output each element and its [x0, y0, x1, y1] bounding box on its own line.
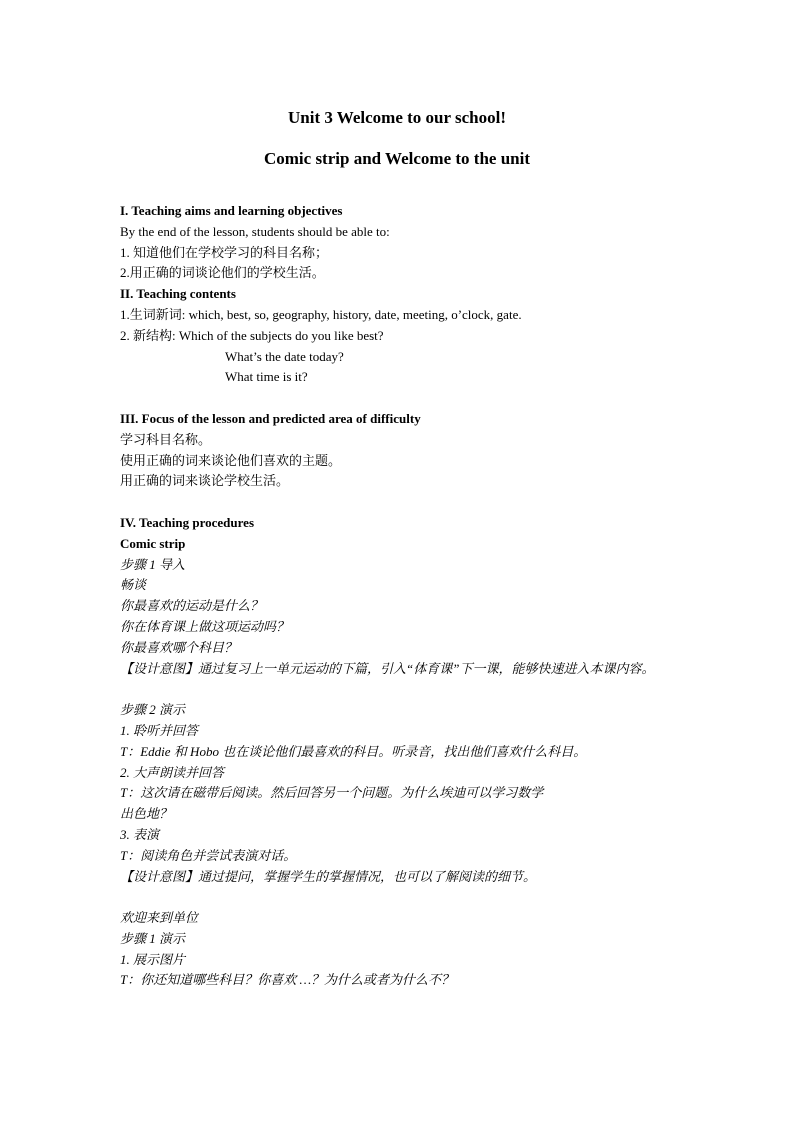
- spacer: [120, 388, 690, 409]
- aims-intro: By the end of the lesson, students should be able to:: [120, 223, 390, 239]
- design-intent-note: 【设计意图】通过复习上一单元运动的下篇，引入“体育课”下一课，能够快速进入本课内容。: [120, 660, 655, 676]
- spacer: [120, 887, 690, 908]
- section-heading-aims: I. Teaching aims and learning objectives: [120, 203, 343, 218]
- aims-item: 2.用正确的词谈论他们的学校生活。: [120, 265, 325, 281]
- procedure-line: 你在体育课上做这项运动吗？: [120, 618, 290, 634]
- section-heading-contents: II. Teaching contents: [120, 286, 236, 302]
- procedure-line: 你最喜欢的运动是什么？: [120, 598, 264, 614]
- procedure-line: T：你还知道哪些科目？你喜欢 …？为什么或者为什么不？: [120, 972, 455, 988]
- contents-vocab: 1.生词新词: which, best, so, geography, history, date, meeting, o’clock, gate.: [120, 306, 522, 322]
- procedure-line: 2. 大声朗读并回答: [120, 764, 225, 780]
- document-title: Unit 3 Welcome to our school!: [288, 108, 506, 127]
- procedure-line: T：阅读角色并尝试表演对话。: [120, 847, 297, 863]
- procedure-line: 步骤 2 演示: [120, 702, 186, 718]
- aims-item: 1. 知道他们在学校学习的科目名称；: [120, 244, 329, 260]
- procedure-line: 出色地？: [120, 806, 173, 822]
- procedure-line: T：这次请在磁带后阅读。然后回答另一个问题。为什么埃迪可以学习数学: [120, 785, 544, 801]
- focus-item: 使用正确的词来谈论他们喜欢的主题。: [120, 452, 342, 468]
- procedure-line: 步骤 1 导入: [120, 556, 186, 572]
- procedure-line: 畅谈: [120, 577, 147, 593]
- procedure-line: T：Eddie 和 Hobo 也在谈论他们最喜欢的科目。听录音，找出他们喜欢什么科目。: [120, 743, 587, 759]
- design-intent-note: 【设计意图】通过提问，掌握学生的掌握情况，也可以了解阅读的细节。: [120, 868, 537, 884]
- spacer: [120, 492, 690, 513]
- procedure-line: 1. 展示图片: [120, 951, 186, 967]
- procedure-line: 1. 聆听并回答: [120, 722, 199, 738]
- spacer: [120, 679, 690, 700]
- section-heading-procedures: IV. Teaching procedures: [120, 514, 255, 530]
- procedure-line: 你最喜欢哪个科目？: [120, 639, 238, 655]
- procedure-line: 步骤 1 演示: [120, 930, 186, 946]
- subheading-comic-strip: Comic strip: [120, 535, 186, 551]
- contents-structure-sub: What time is it?: [225, 369, 308, 385]
- focus-item: 学习科目名称。: [120, 431, 212, 447]
- contents-structure-sub: What’s the date today?: [225, 348, 344, 364]
- section-heading-focus: III. Focus of the lesson and predicted area of difficulty: [120, 410, 421, 426]
- focus-item: 用正确的词来谈论学校生活。: [120, 473, 290, 489]
- document-body: [120, 201, 690, 991]
- procedure-line: 欢迎来到单位: [120, 910, 199, 926]
- document-subtitle: Comic strip and Welcome to the unit: [263, 149, 530, 168]
- contents-structures: 2. 新结构: Which of the subjects do you like best?: [120, 327, 384, 343]
- procedure-line: 3. 表演: [120, 826, 160, 842]
